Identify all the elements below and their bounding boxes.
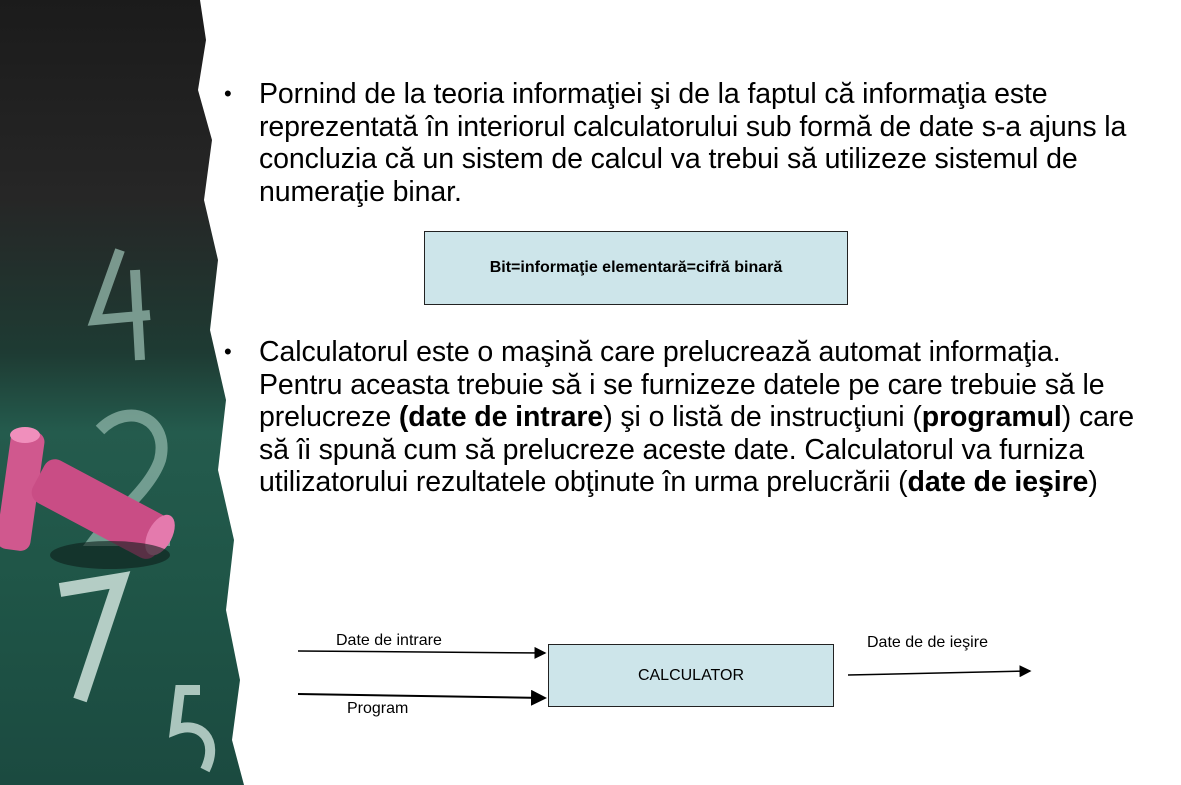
- bullet-2-part-4: ): [1088, 466, 1098, 498]
- bullet-symbol: •: [224, 81, 232, 106]
- program-arrow: [298, 694, 545, 698]
- bullet-2-bold-input: (date de intrare: [398, 401, 604, 433]
- bullet-text-1: Pornind de la teoria informaţiei şi de la faptul că informaţia este reprezentată în interiorul calculatorului sub formă de date s-a ajuns la concluzia că un sistem de calcul va trebui să utilizeze sistemul de numeraţie binar.: [259, 78, 1127, 208]
- program-label: Program: [347, 700, 409, 717]
- bullet-symbol: •: [224, 339, 232, 364]
- calculator-label: CALCULATOR: [637, 666, 745, 684]
- input-data-label: Date de intrare: [336, 632, 442, 649]
- bullet-2-part-3: ) care să îi spună cum să prelucreze aceste date. Calculatorul va furniza utilizatorului rezultatele obţinute în urma prelucrării (: [259, 401, 1135, 498]
- calculator-box: [548, 644, 834, 707]
- bullet-2-part-2: ) şi o listă de instrucţiuni (: [603, 401, 922, 433]
- bullet-2-part-1: Calculatorul este o maşină care prelucrează automat informaţia. Pentru aceasta trebuie să i se furnizeze datele pe care trebuie să le prelucreze: [259, 336, 1105, 433]
- output-data-label: Date de de ieşire: [867, 634, 988, 651]
- output-arrow: [848, 671, 1030, 675]
- bullet-2-bold-output: date de ieşire: [907, 466, 1089, 498]
- input-arrow: [298, 651, 545, 653]
- definition-text: Bit=informaţie elementară=cifră binară: [489, 259, 783, 276]
- bullet-2-bold-program: programul: [921, 401, 1062, 433]
